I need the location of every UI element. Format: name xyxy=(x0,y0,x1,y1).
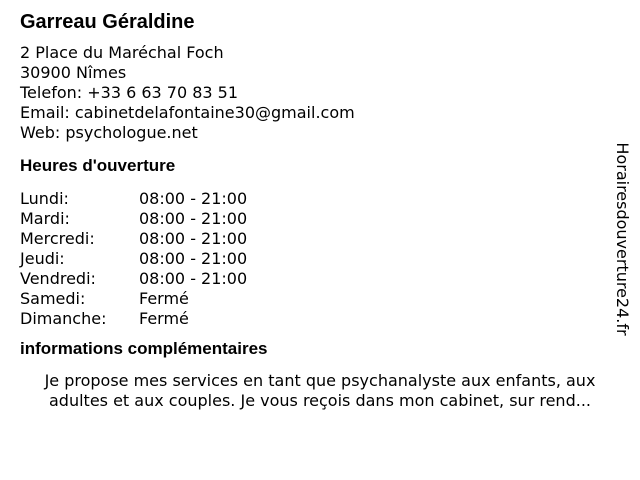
hours-time: 08:00 - 21:00 xyxy=(139,249,248,268)
hours-row xyxy=(20,269,610,289)
hours-time: 08:00 - 21:00 xyxy=(139,229,248,248)
hours-time: 08:00 - 21:00 xyxy=(139,209,248,228)
hours-row xyxy=(20,189,610,209)
hours-day: Lundi: xyxy=(20,189,69,208)
hours-time: Fermé xyxy=(139,309,189,328)
side-watermark xyxy=(612,134,632,345)
hours-time: 08:00 - 21:00 xyxy=(139,269,248,288)
hours-heading: Heures d'ouverture xyxy=(20,156,176,175)
business-name: Garreau Géraldine xyxy=(20,11,195,33)
hours-row xyxy=(20,209,610,229)
info-text: Je propose mes services en tant que psychanalyste aux enfants, aux adultes et aux couples. Je vous reçois dans mon cabinet, sur rend... xyxy=(44,371,596,410)
hours-day: Mardi: xyxy=(20,209,70,228)
phone-line: Telefon: +33 6 63 70 83 51 xyxy=(20,83,239,102)
info-heading: informations complémentaires xyxy=(20,339,268,358)
hours-day: Dimanche: xyxy=(20,309,107,328)
web-line: Web: psychologue.net xyxy=(20,123,198,142)
email-line: Email: cabinetdelafontaine30@gmail.com xyxy=(20,103,355,122)
hours-row xyxy=(20,309,610,329)
hours-day: Mercredi: xyxy=(20,229,95,248)
hours-time: Fermé xyxy=(139,289,189,308)
hours-day: Vendredi: xyxy=(20,269,96,288)
address-street: 2 Place du Maréchal Foch xyxy=(20,43,224,62)
hours-day: Samedi: xyxy=(20,289,86,308)
hours-table xyxy=(20,189,610,329)
listing-card xyxy=(20,10,610,411)
hours-time: 08:00 - 21:00 xyxy=(139,189,248,208)
hours-row xyxy=(20,289,610,309)
hours-day: Jeudi: xyxy=(20,249,65,268)
hours-row xyxy=(20,249,610,269)
side-brand-text: Horairesdouverture24.fr xyxy=(613,142,632,336)
address-city: 30900 Nîmes xyxy=(20,63,127,82)
hours-row xyxy=(20,229,610,249)
